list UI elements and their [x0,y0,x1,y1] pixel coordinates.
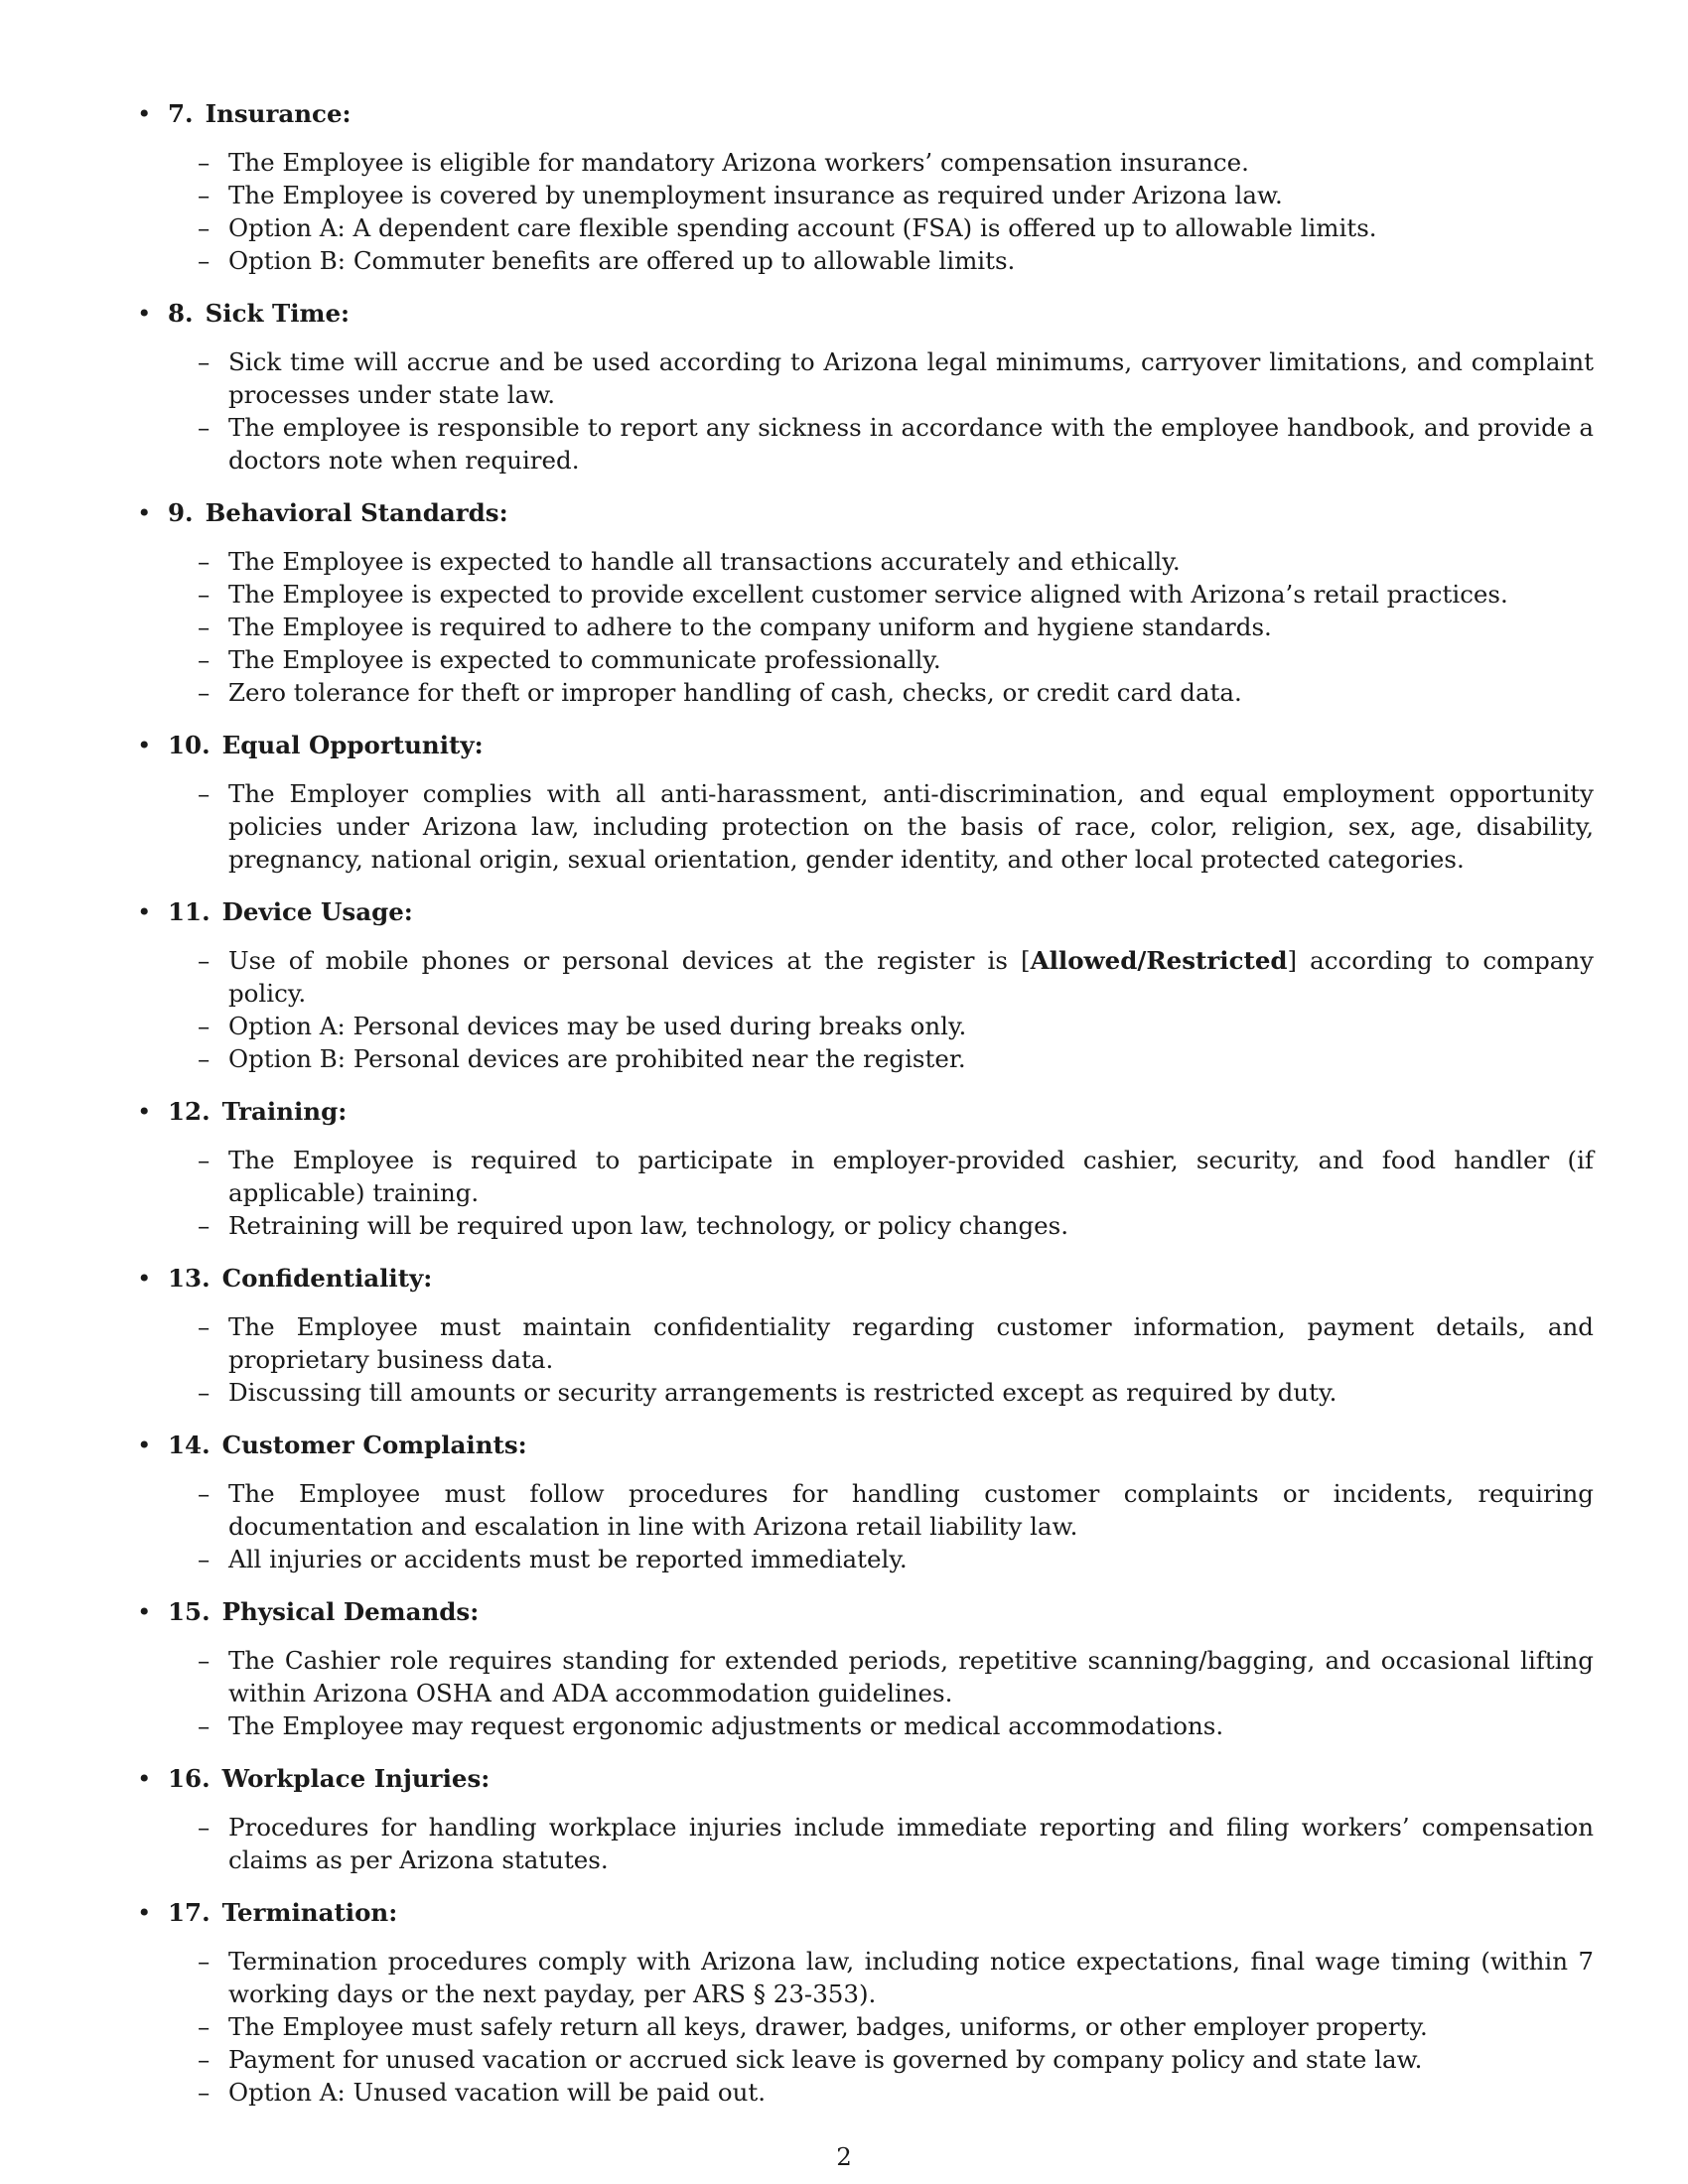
section-title: Behavioral Standards: [205,498,508,527]
section-10 [129,729,1594,876]
dash-icon: – [198,779,211,808]
section-heading [129,895,1594,928]
section-number: 11. [168,897,211,926]
item-text: The Employee must follow procedures for handling customer complaints or incidents, requiring documentation and escalation in line with Arizona retail liability law. [228,1479,1594,1541]
section-title: Sick Time: [205,299,351,328]
item-text: The Cashier role requires standing for extended periods, repetitive scanning/bagging, and occasional lifting within Arizona OSHA and ADA accommodation guidelines. [228,1646,1594,1707]
item-text: The Employee is expected to provide excellent customer service aligned with Arizona’s retail practices. [228,580,1508,609]
list-item [129,1310,1594,1376]
list-item [129,1477,1594,1543]
dash-icon: – [198,1312,211,1341]
dash-icon: – [198,2012,211,2041]
list-item [129,211,1594,244]
item-text: Zero tolerance for theft or improper handling of cash, checks, or credit card data. [228,678,1242,707]
item-text: All injuries or accidents must be reported immediately. [228,1545,908,1573]
section-number: 8. [168,299,194,328]
list-item [129,1010,1594,1042]
item-text-bold: Allowed/Restricted [1030,946,1288,975]
list-item [129,777,1594,876]
dash-icon: – [198,213,211,242]
section-items [129,1811,1594,1876]
section-heading [129,1429,1594,1461]
list-item [129,1376,1594,1409]
section-title: Workplace Injuries: [221,1764,491,1793]
bullet-icon: • [137,1431,152,1459]
item-text: Option B: Commuter benefits are offered up to allowable limits. [228,246,1016,275]
section-items [129,146,1594,277]
section-items [129,545,1594,709]
section-heading [129,1896,1594,1929]
item-text: The employee is responsible to report any sickness in accordance with the employee handbook, and provide a doctors note when required. [228,413,1594,475]
section-11 [129,895,1594,1075]
list-item [129,578,1594,611]
list-item [129,1543,1594,1575]
list-item [129,179,1594,211]
dash-icon: – [198,1146,211,1174]
item-text: Option A: A dependent care flexible spending account (FSA) is offered up to allowable limits. [228,213,1377,242]
dash-icon: – [198,678,211,707]
item-text: Discussing till amounts or security arrangements is restricted except as required by duty. [228,1378,1337,1407]
section-items [129,1945,1594,2109]
list-item [129,944,1594,1010]
dash-icon: – [198,246,211,275]
dash-icon: – [198,1813,211,1842]
item-text: The Employee is expected to handle all transactions accurately and ethically. [228,547,1181,576]
list-item [129,1945,1594,2010]
section-13 [129,1262,1594,1409]
section-number: 7. [168,99,194,128]
item-text: Termination procedures comply with Arizona law, including notice expectations, final wage timing (within 7 working days or the next payday, per ARS § 23-353). [228,1947,1594,2008]
section-items [129,1144,1594,1242]
list-item [129,244,1594,277]
section-title: Device Usage: [221,897,413,926]
list-item [129,1644,1594,1709]
section-heading [129,1762,1594,1795]
section-title: Confidentiality: [221,1264,433,1293]
section-heading [129,1595,1594,1628]
dash-icon: – [198,347,211,376]
item-text: Procedures for handling workplace injuries include immediate reporting and filing workers’ compensation claims as per Arizona statutes. [228,1813,1594,1874]
section-number: 17. [168,1898,211,1927]
dash-icon: – [198,1211,211,1240]
section-number: 9. [168,498,194,527]
section-title: Insurance: [205,99,352,128]
dash-icon: – [198,645,211,674]
bullet-icon: • [137,498,152,527]
item-text: The Employee is required to adhere to the company uniform and hygiene standards. [228,613,1272,641]
section-number: 12. [168,1097,211,1126]
list-item [129,2010,1594,2043]
item-text: The Employee must maintain confidentiality regarding customer information, payment details, and proprietary business data. [228,1312,1594,1374]
item-text-pre: Use of mobile phones or personal devices at the register is [ [228,946,1031,975]
dash-icon: – [198,148,211,177]
item-text: The Employee may request ergonomic adjustments or medical accommodations. [228,1711,1224,1740]
list-item [129,611,1594,643]
list-item [129,1042,1594,1075]
section-items [129,777,1594,876]
list-item [129,146,1594,179]
section-heading [129,1095,1594,1128]
section-17 [129,1896,1594,2109]
list-item [129,676,1594,709]
list-item [129,2043,1594,2076]
section-title: Equal Opportunity: [221,731,484,759]
bullet-icon: • [137,99,152,128]
section-items [129,1477,1594,1575]
section-number: 14. [168,1431,211,1459]
list-item [129,1144,1594,1209]
section-title: Training: [221,1097,348,1126]
section-9 [129,496,1594,709]
item-text: Option B: Personal devices are prohibited near the register. [228,1044,966,1073]
section-heading [129,496,1594,529]
dash-icon: – [198,613,211,641]
dash-icon: – [198,1545,211,1573]
section-number: 15. [168,1597,211,1626]
section-items [129,345,1594,477]
section-15 [129,1595,1594,1742]
list-item [129,643,1594,676]
section-8 [129,297,1594,477]
dash-icon: – [198,1646,211,1675]
document-body [129,97,1594,2128]
section-items [129,944,1594,1075]
item-text: Retraining will be required upon law, technology, or policy changes. [228,1211,1069,1240]
dash-icon: – [198,946,211,975]
list-item [129,1709,1594,1742]
bullet-icon: • [137,299,152,328]
dash-icon: – [198,1947,211,1976]
section-title: Physical Demands: [221,1597,480,1626]
list-item [129,1811,1594,1876]
item-text: The Employee is expected to communicate professionally. [228,645,941,674]
dash-icon: – [198,2045,211,2074]
list-item [129,411,1594,477]
section-title: Termination: [221,1898,398,1927]
section-number: 10. [168,731,211,759]
section-heading [129,97,1594,130]
page-number: 2 [836,2142,852,2171]
list-item [129,2076,1594,2109]
section-12 [129,1095,1594,1242]
dash-icon: – [198,181,211,209]
dash-icon: – [198,2078,211,2107]
bullet-icon: • [137,897,152,926]
section-16 [129,1762,1594,1876]
bullet-icon: • [137,1764,152,1793]
bullet-icon: • [137,731,152,759]
item-text: The Employee must safely return all keys, drawer, badges, uniforms, or other employer property. [228,2012,1428,2041]
item-text: The Employee is covered by unemployment insurance as required under Arizona law. [228,181,1283,209]
item-text: Payment for unused vacation or accrued sick leave is governed by company policy and state law. [228,2045,1423,2074]
bullet-icon: • [137,1898,152,1927]
dash-icon: – [198,1044,211,1073]
bullet-icon: • [137,1097,152,1126]
dash-icon: – [198,1479,211,1508]
dash-icon: – [198,413,211,442]
dash-icon: – [198,547,211,576]
dash-icon: – [198,1711,211,1740]
bullet-icon: • [137,1597,152,1626]
section-number: 16. [168,1764,211,1793]
section-items [129,1644,1594,1742]
item-text: Option A: Personal devices may be used during breaks only. [228,1012,967,1040]
item-text: Sick time will accrue and be used according to Arizona legal minimums, carryover limitations, and complaint processes under state law. [228,347,1594,409]
section-heading [129,729,1594,761]
section-7 [129,97,1594,277]
item-text: The Employee is required to participate in employer-provided cashier, security, and food handler (if applicable) training. [228,1146,1594,1207]
item-text: The Employee is eligible for mandatory Arizona workers’ compensation insurance. [228,148,1249,177]
section-items [129,1310,1594,1409]
list-item [129,545,1594,578]
section-title: Customer Complaints: [221,1431,527,1459]
list-item [129,1209,1594,1242]
dash-icon: – [198,1378,211,1407]
item-text: Option A: Unused vacation will be paid out. [228,2078,767,2107]
item-text-post: ] according to company policy. [228,946,1594,1008]
bullet-icon: • [137,1264,152,1293]
item-text: The Employer complies with all anti-harassment, anti-discrimination, and equal employment opportunity policies under Arizona law, including protection on the basis of race, color, religion, sex, age, disability, pregnancy, national origin, sexual orientation, gender identity, and other local protected categories. [228,779,1594,874]
section-heading [129,1262,1594,1295]
list-item [129,345,1594,411]
section-heading [129,297,1594,330]
dash-icon: – [198,580,211,609]
section-14 [129,1429,1594,1575]
dash-icon: – [198,1012,211,1040]
section-number: 13. [168,1264,211,1293]
